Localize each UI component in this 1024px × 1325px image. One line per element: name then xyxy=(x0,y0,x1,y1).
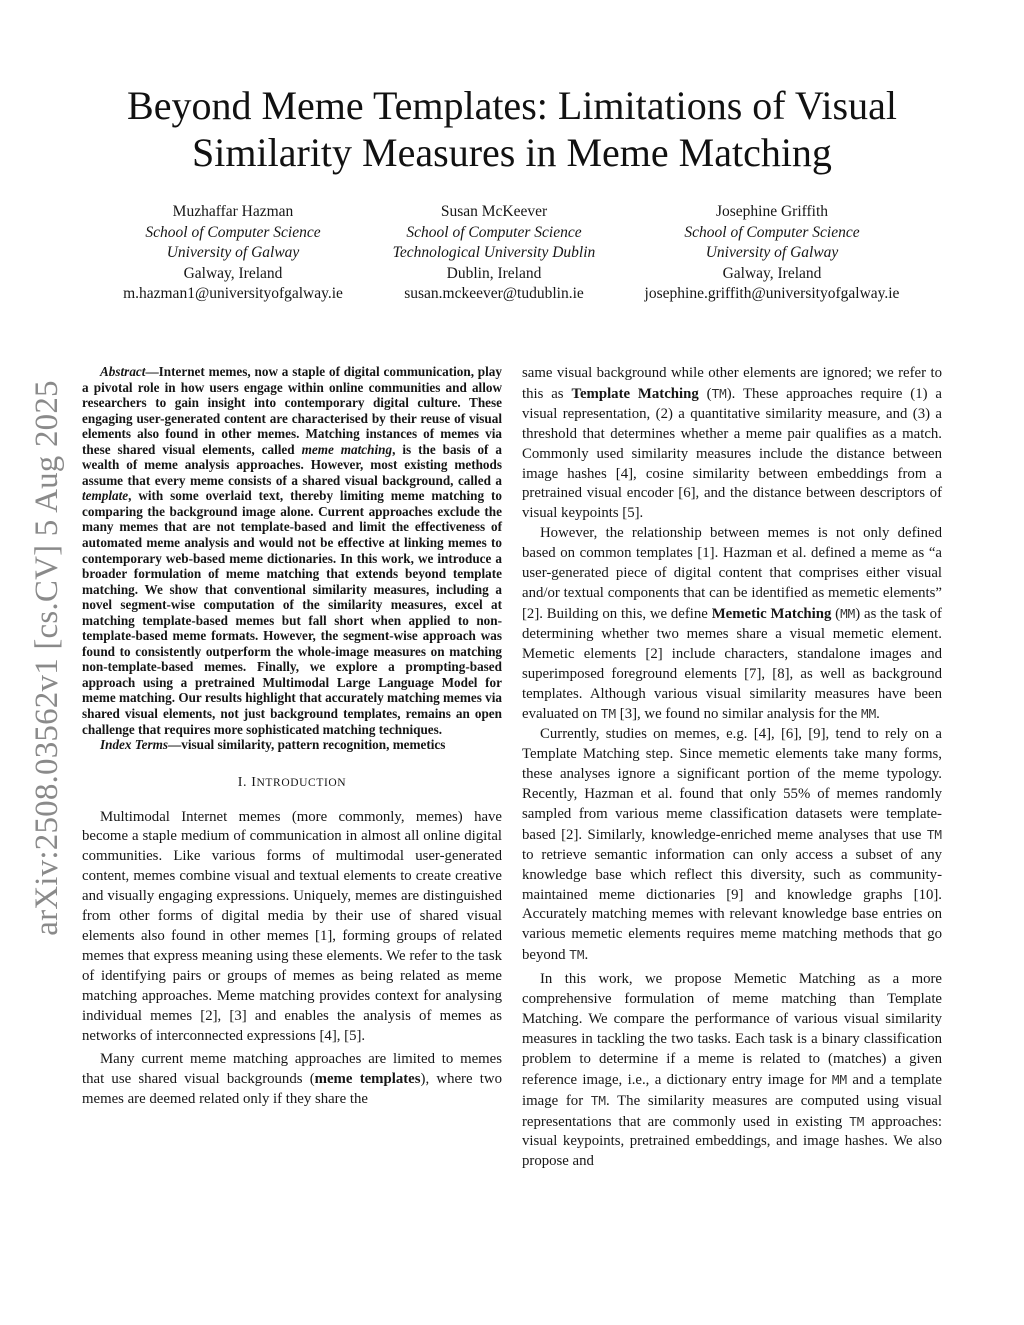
intro-paragraph-1: Multimodal Internet memes (more commonly, memes) have become a staple medium of communication in almost all online digital communities. Like various forms of multimodal user-generated content, memes combine visual and textual elements to create creative and visually engaging expressions. Uniquely, memes are distinguished from other forms of digital media by their use of shared visual elements also found in other memes [1], forming groups of related memes that express meaning using these elements. We refer to the task of identifying pairs or groups of memes as being related as meme matching approaches. Meme matching provides context for analysing individual memes [2], [3] and enables the analysis of memes as networks of interconnected expressions [4], [5]. xyxy=(82,808,502,1044)
index-terms: Index Terms—visual similarity, pattern recognition, memetics xyxy=(100,737,446,753)
section-heading-introduction: I. INTRODUCTION xyxy=(237,774,347,790)
author-name: Josephine Griffith xyxy=(715,203,829,220)
right-paragraph-2: However, the relationship between memes is not only defined based on common templates [1]. Hazman et al. defined a meme as “a user-generated piece of digital content that comprises either visual and/or textual components that can be identified as memetic elements” [2]. Building on this, we define Memetic Matching (MM) as the task of determining whether two memes share a visual memetic element. Memetic elements [2] include characters, standalone images and superimposed foreground elements [7], [8], as well as background templates. Although various visual similarity measures have been evaluated on TM [3], we found no similar analysis for the MM. xyxy=(522,525,942,723)
right-paragraph-3: Currently, studies on memes, e.g. [4], [6], [9], tend to rely on a Template Matching step. Since memetic elements take many forms, these analyses ignore a significant portion of the meme typology. Recently, Hazman et al. found that only 55% of memes randomly sampled from various meme classification datasets were template-based [2]. Similarly, knowledge-enriched meme analyses that use TM to retrieve semantic information can only access a subset of any knowledge base which reflect this diversity, such as community-maintained meme dictionaries [9] and knowledge graphs [10]. Accurately matching memes with relevant knowledge base entries on various memetic elements requires meme matching methods that go beyond TM. xyxy=(522,726,942,964)
arxiv-side-label: arXiv:2508.03562v1 [cs.CV] 5 Aug 2025 xyxy=(29,380,65,936)
author-block-2 xyxy=(344,202,644,305)
author-dept: School of Computer Science xyxy=(684,223,860,241)
author-location: Galway, Ireland xyxy=(722,264,822,282)
author-block-3 xyxy=(622,202,922,305)
right-paragraph-1: same visual background while other elements are ignored; we refer to this as Template Matching (TM). These approaches require (1) a visual representation, (2) a quantitative similarity measure, and (3) a threshold that determines whether a meme pair qualifies as a match. Commonly used similarity measures include the distance between image hashes [4], cosine similarity between embeddings from a pretrained visual encoder [6], and the distance between descriptors of visual keypoints [5]. xyxy=(522,365,942,522)
intro-paragraph-2: Many current meme matching approaches are limited to memes that use shared visual backgrounds (meme templates), where two memes are deemed related only if they share the xyxy=(82,1051,502,1108)
index-terms-label: Index Terms xyxy=(100,737,169,753)
author-org: Technological University Dublin xyxy=(392,244,596,262)
title-line-2: Similarity Measures in Meme Matching xyxy=(192,130,832,175)
abstract: Abstract—Internet memes, now a staple of digital communication, play a pivotal role in how users engage within online communities and allow researchers to gain insight into contemporary digital culture. These engaging user-generated content are characterised by their reuse of visual elements also found in other memes. Matching instances of memes via these shared visual elements, called meme matching, is the basis of a wealth of meme analysis approaches. However, most existing methods assume that every meme consists of a shared visual background, called a template, with some overlaid text, thereby limiting meme matching to comparing the background image alone. Current approaches exclude the many memes that are not template-based and limit the effectiveness of automated meme analysis and would not be effective at linking memes to contemporary web-based meme dictionaries. In this work, we introduce a broader formulation of meme matching that extends beyond template matching. We show that conventional similarity measures, including a novel segment-wise computation of the similarity measures, excel at matching template-based memes but fall short when applied to non-template-based meme formats. However, the segment-wise approach was found to consistently outperform the whole-image measures on matching non-template-based memes. Finally, we explore a prompting-based approach using a pretrained Multimodal Large Language Model for meme matching. Our results highlight that accurately matching memes via shared visual elements, not just background templates, remains an open challenge that requires more sophisticated matching techniques. xyxy=(82,364,503,737)
abstract-label: Abstract xyxy=(100,364,146,379)
author-dept: School of Computer Science xyxy=(145,223,321,241)
author-org: University of Galway xyxy=(166,244,300,262)
author-location: Dublin, Ireland xyxy=(446,264,542,282)
left-column xyxy=(82,364,502,1110)
author-dept: School of Computer Science xyxy=(406,223,582,241)
author-org: University of Galway xyxy=(705,244,839,262)
paper-title xyxy=(90,82,934,176)
author-email[interactable]: m.hazman1@universityofgalway.ie xyxy=(123,285,343,303)
author-email[interactable]: josephine.griffith@universityofgalway.ie xyxy=(644,285,900,303)
author-email[interactable]: susan.mckeever@tudublin.ie xyxy=(404,285,584,303)
author-name: Muzhaffar Hazman xyxy=(172,203,294,220)
author-location: Galway, Ireland xyxy=(183,264,283,282)
right-paragraph-4: In this work, we propose Memetic Matching as a more comprehensive formulation of meme matching than Template Matching. We compare the performance of various visual similarity measures in tackling the two tasks. Each task is a binary classification problem to determine if a meme is related to (matches) a given reference image, i.e., a dictionary entry image for MM and a template image for TM. The similarity measures are computed using visual representations that are commonly used in existing TM approaches: visual keypoints, pretrained embeddings, and image hashes. We also propose and xyxy=(522,971,942,1170)
author-name: Susan McKeever xyxy=(440,203,548,220)
right-column xyxy=(522,364,942,1172)
author-block-1 xyxy=(83,202,383,305)
title-line-1: Beyond Meme Templates: Limitations of Visual xyxy=(127,83,897,128)
